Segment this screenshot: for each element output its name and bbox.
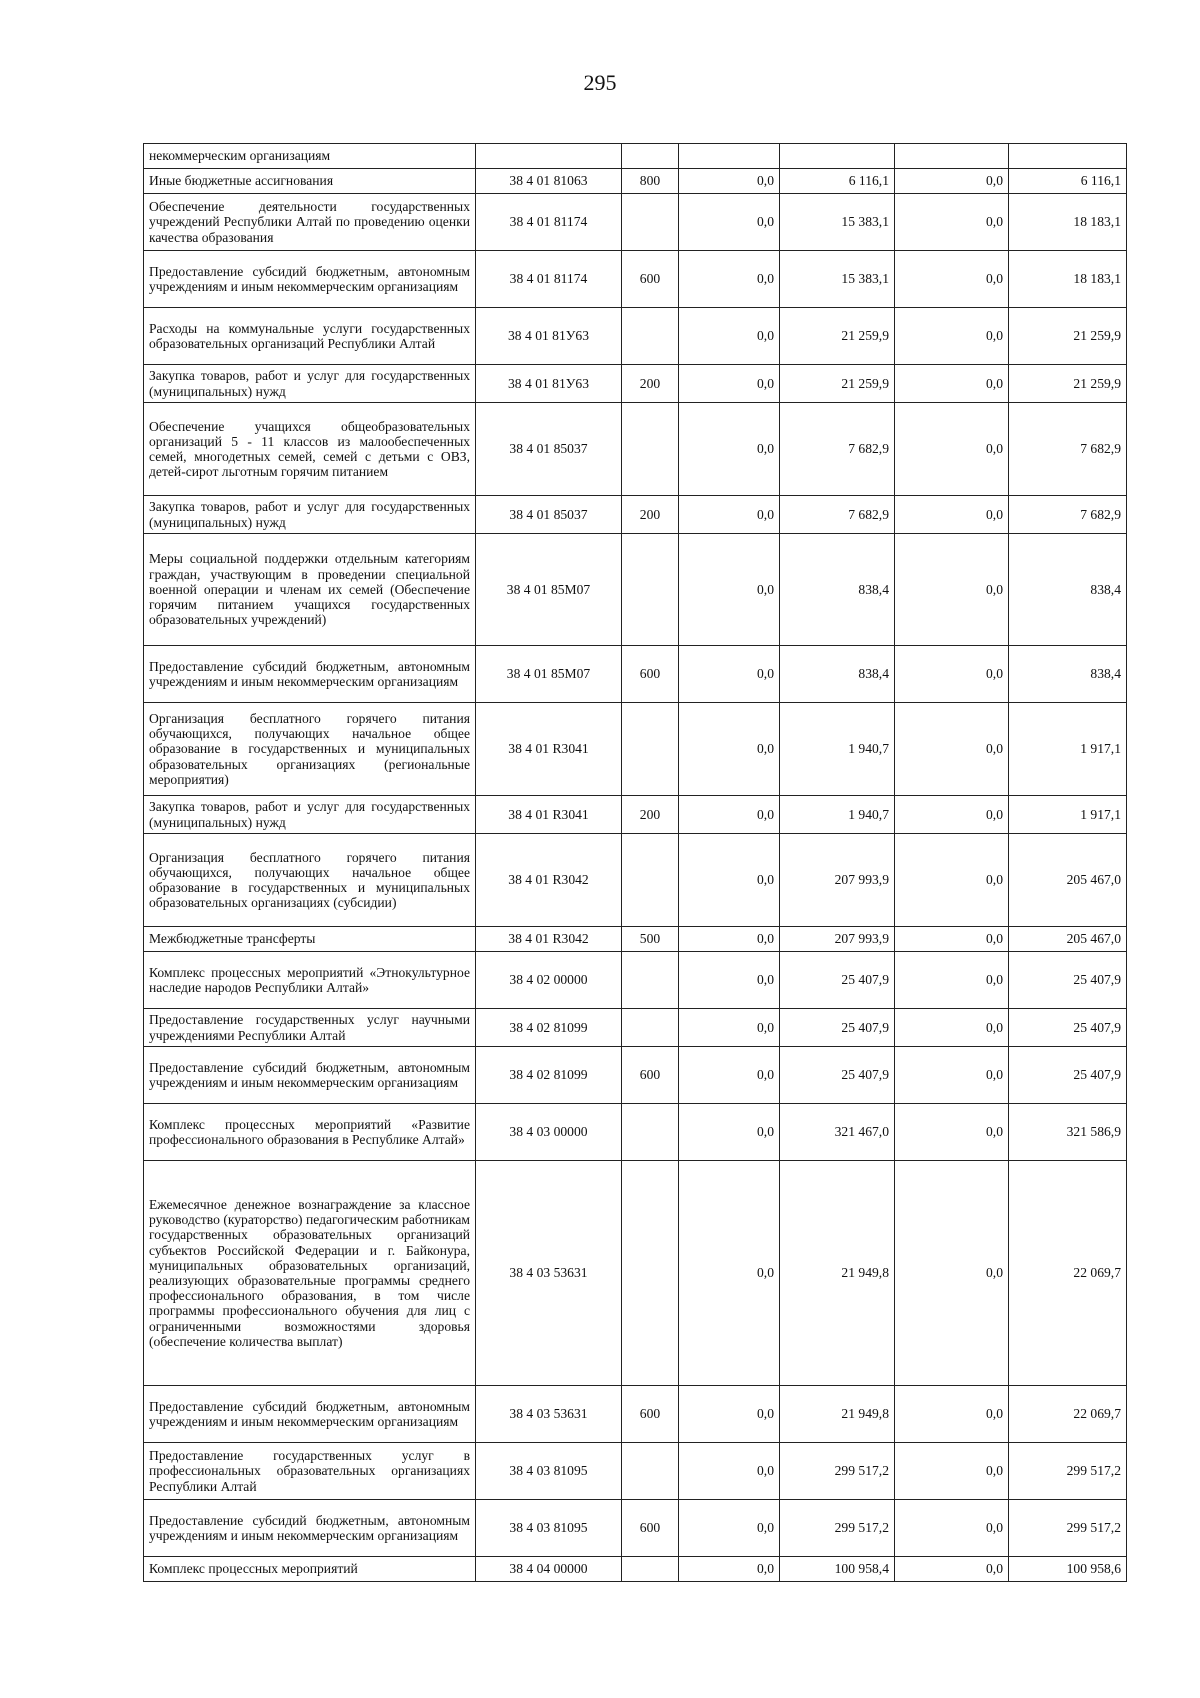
amount-col-4: 25 407,9	[1009, 952, 1127, 1009]
amount-col-3: 0,0	[895, 251, 1009, 308]
amount-col-1: 0,0	[679, 796, 780, 834]
budget-code: 38 4 01 81174	[476, 251, 622, 308]
budget-code: 38 4 02 81099	[476, 1047, 622, 1104]
amount-col-4: 838,4	[1009, 646, 1127, 703]
item-name: Иные бюджетные ассигнования	[144, 169, 476, 194]
item-name: Закупка товаров, работ и услуг для государственных (муниципальных) нужд	[144, 365, 476, 403]
expense-type-code	[622, 403, 679, 496]
item-name: Предоставление государственных услуг научными учреждениями Республики Алтай	[144, 1009, 476, 1047]
amount-col-4: 205 467,0	[1009, 834, 1127, 927]
expense-type-code	[622, 1104, 679, 1161]
budget-code: 38 4 02 00000	[476, 952, 622, 1009]
budget-code	[476, 144, 622, 169]
table-row	[144, 1161, 1127, 1386]
budget-code: 38 4 01 81У63	[476, 308, 622, 365]
table-row	[144, 646, 1127, 703]
expense-type-code: 600	[622, 1386, 679, 1443]
table-row	[144, 1009, 1127, 1047]
expense-type-code: 600	[622, 1500, 679, 1557]
amount-col-2: 321 467,0	[780, 1104, 895, 1161]
table-row	[144, 534, 1127, 646]
amount-col-3: 0,0	[895, 308, 1009, 365]
budget-code: 38 4 03 53631	[476, 1161, 622, 1386]
amount-col-2: 25 407,9	[780, 952, 895, 1009]
amount-col-4: 18 183,1	[1009, 194, 1127, 251]
table-body	[144, 144, 1127, 1582]
amount-col-4: 22 069,7	[1009, 1161, 1127, 1386]
expense-type-code: 200	[622, 496, 679, 534]
budget-code: 38 4 01 81174	[476, 194, 622, 251]
amount-col-1: 0,0	[679, 703, 780, 796]
amount-col-3: 0,0	[895, 646, 1009, 703]
amount-col-3: 0,0	[895, 1009, 1009, 1047]
amount-col-1: 0,0	[679, 194, 780, 251]
budget-code: 38 4 01 R3042	[476, 927, 622, 952]
amount-col-3: 0,0	[895, 365, 1009, 403]
amount-col-4: 25 407,9	[1009, 1009, 1127, 1047]
amount-col-2: 7 682,9	[780, 403, 895, 496]
budget-code: 38 4 02 81099	[476, 1009, 622, 1047]
item-name: Предоставление субсидий бюджетным, автономным учреждениям и иным некоммерческим организациям	[144, 646, 476, 703]
amount-col-3: 0,0	[895, 1047, 1009, 1104]
expense-type-code	[622, 1009, 679, 1047]
amount-col-4: 100 958,6	[1009, 1557, 1127, 1582]
amount-col-3: 0,0	[895, 1443, 1009, 1500]
amount-col-1: 0,0	[679, 1047, 780, 1104]
table-row	[144, 308, 1127, 365]
table-row	[144, 703, 1127, 796]
table-row	[144, 834, 1127, 927]
budget-code: 38 4 01 81063	[476, 169, 622, 194]
amount-col-4: 21 259,9	[1009, 308, 1127, 365]
amount-col-3: 0,0	[895, 1557, 1009, 1582]
amount-col-3: 0,0	[895, 834, 1009, 927]
amount-col-2: 838,4	[780, 646, 895, 703]
expense-type-code	[622, 1557, 679, 1582]
amount-col-1: 0,0	[679, 169, 780, 194]
amount-col-4: 6 116,1	[1009, 169, 1127, 194]
amount-col-4: 299 517,2	[1009, 1443, 1127, 1500]
budget-code: 38 4 01 85037	[476, 496, 622, 534]
amount-col-4: 838,4	[1009, 534, 1127, 646]
table-row	[144, 927, 1127, 952]
amount-col-2: 15 383,1	[780, 194, 895, 251]
expense-type-code: 800	[622, 169, 679, 194]
amount-col-4	[1009, 144, 1127, 169]
expense-type-code	[622, 194, 679, 251]
item-name: Межбюджетные трансферты	[144, 927, 476, 952]
item-name: Комплекс процессных мероприятий «Этнокультурное наследие народов Республики Алтай»	[144, 952, 476, 1009]
item-name: Организация бесплатного горячего питания обучающихся, получающих начальное общее образование в государственных и муниципальных образовательных организациях (региональные мероприятия)	[144, 703, 476, 796]
amount-col-1: 0,0	[679, 1386, 780, 1443]
amount-col-1: 0,0	[679, 1443, 780, 1500]
item-name: Предоставление субсидий бюджетным, автономным учреждениям и иным некоммерческим организациям	[144, 1500, 476, 1557]
amount-col-4: 299 517,2	[1009, 1500, 1127, 1557]
amount-col-2: 838,4	[780, 534, 895, 646]
amount-col-4: 7 682,9	[1009, 403, 1127, 496]
amount-col-1: 0,0	[679, 834, 780, 927]
expense-type-code: 500	[622, 927, 679, 952]
item-name: некоммерческим организациям	[144, 144, 476, 169]
table-row	[144, 403, 1127, 496]
amount-col-2: 15 383,1	[780, 251, 895, 308]
item-name: Закупка товаров, работ и услуг для государственных (муниципальных) нужд	[144, 796, 476, 834]
amount-col-2: 25 407,9	[780, 1009, 895, 1047]
table-row	[144, 496, 1127, 534]
budget-code: 38 4 01 R3042	[476, 834, 622, 927]
budget-code: 38 4 03 00000	[476, 1104, 622, 1161]
table-row	[144, 1047, 1127, 1104]
expense-type-code	[622, 1161, 679, 1386]
amount-col-3: 0,0	[895, 703, 1009, 796]
table-row	[144, 194, 1127, 251]
amount-col-1: 0,0	[679, 1557, 780, 1582]
amount-col-3: 0,0	[895, 1161, 1009, 1386]
amount-col-4: 7 682,9	[1009, 496, 1127, 534]
item-name: Ежемесячное денежное вознаграждение за классное руководство (кураторство) педагогическим работникам государственных образовательных организаций субъектов Российской Федерации и г. Байконура, муниципальных образовательных организаций, реализующих образовательные программы среднего профессионального образования, в том числе программы профессионального обучения для лиц с ограниченными возможностями здоровья (обеспечение количества выплат)	[144, 1161, 476, 1386]
amount-col-1: 0,0	[679, 927, 780, 952]
item-name: Обеспечение учащихся общеобразовательных организаций 5 - 11 классов из малообеспеченных семей, многодетных семей, семей с детьми с ОВЗ, детей-сирот льготным горячим питанием	[144, 403, 476, 496]
table-row	[144, 1104, 1127, 1161]
item-name: Предоставление субсидий бюджетным, автономным учреждениям и иным некоммерческим организациям	[144, 1386, 476, 1443]
amount-col-2: 299 517,2	[780, 1500, 895, 1557]
amount-col-4: 1 917,1	[1009, 703, 1127, 796]
amount-col-2	[780, 144, 895, 169]
amount-col-2: 21 949,8	[780, 1161, 895, 1386]
expense-type-code	[622, 144, 679, 169]
amount-col-1: 0,0	[679, 646, 780, 703]
expense-type-code: 200	[622, 365, 679, 403]
table-row	[144, 169, 1127, 194]
expense-type-code: 600	[622, 251, 679, 308]
amount-col-3: 0,0	[895, 534, 1009, 646]
table-row	[144, 1557, 1127, 1582]
item-name: Меры социальной поддержки отдельным категориям граждан, участвующим в проведении специальной военной операции и членам их семей (Обеспечение горячим питанием учащихся государственных образовательных учреждений)	[144, 534, 476, 646]
amount-col-1: 0,0	[679, 534, 780, 646]
amount-col-2: 299 517,2	[780, 1443, 895, 1500]
amount-col-4: 1 917,1	[1009, 796, 1127, 834]
page-number: 295	[583, 70, 617, 95]
amount-col-3	[895, 144, 1009, 169]
budget-code: 38 4 01 85М07	[476, 534, 622, 646]
amount-col-4: 21 259,9	[1009, 365, 1127, 403]
amount-col-3: 0,0	[895, 1104, 1009, 1161]
expense-type-code: 600	[622, 1047, 679, 1104]
amount-col-2: 6 116,1	[780, 169, 895, 194]
table-row	[144, 1443, 1127, 1500]
amount-col-3: 0,0	[895, 1500, 1009, 1557]
expense-type-code: 200	[622, 796, 679, 834]
amount-col-1: 0,0	[679, 1161, 780, 1386]
budget-code: 38 4 03 53631	[476, 1386, 622, 1443]
amount-col-2: 21 259,9	[780, 365, 895, 403]
table-row	[144, 796, 1127, 834]
expense-type-code	[622, 952, 679, 1009]
expense-type-code	[622, 834, 679, 927]
item-name: Закупка товаров, работ и услуг для государственных (муниципальных) нужд	[144, 496, 476, 534]
item-name: Расходы на коммунальные услуги государственных образовательных организаций Республики Алтай	[144, 308, 476, 365]
item-name: Предоставление субсидий бюджетным, автономным учреждениям и иным некоммерческим организациям	[144, 251, 476, 308]
table-row	[144, 952, 1127, 1009]
amount-col-2: 25 407,9	[780, 1047, 895, 1104]
budget-code: 38 4 04 00000	[476, 1557, 622, 1582]
amount-col-4: 25 407,9	[1009, 1047, 1127, 1104]
table-row	[144, 365, 1127, 403]
amount-col-1: 0,0	[679, 952, 780, 1009]
budget-code: 38 4 03 81095	[476, 1443, 622, 1500]
amount-col-3: 0,0	[895, 952, 1009, 1009]
item-name: Комплекс процессных мероприятий «Развитие профессионального образования в Республике Алтай»	[144, 1104, 476, 1161]
amount-col-1: 0,0	[679, 403, 780, 496]
item-name: Комплекс процессных мероприятий	[144, 1557, 476, 1582]
expense-type-code: 600	[622, 646, 679, 703]
amount-col-2: 21 949,8	[780, 1386, 895, 1443]
amount-col-1: 0,0	[679, 365, 780, 403]
amount-col-4: 18 183,1	[1009, 251, 1127, 308]
amount-col-2: 1 940,7	[780, 703, 895, 796]
budget-code: 38 4 01 R3041	[476, 703, 622, 796]
table-row	[144, 144, 1127, 169]
item-name: Предоставление государственных услуг в профессиональных образовательных организациях Республики Алтай	[144, 1443, 476, 1500]
table-row	[144, 1386, 1127, 1443]
budget-code: 38 4 01 85037	[476, 403, 622, 496]
amount-col-1: 0,0	[679, 1500, 780, 1557]
amount-col-3: 0,0	[895, 927, 1009, 952]
item-name: Организация бесплатного горячего питания обучающихся, получающих начальное общее образование в государственных и муниципальных образовательных организациях (субсидии)	[144, 834, 476, 927]
amount-col-3: 0,0	[895, 169, 1009, 194]
item-name: Обеспечение деятельности государственных учреждений Республики Алтай по проведению оценки качества образования	[144, 194, 476, 251]
table-row	[144, 251, 1127, 308]
budget-code: 38 4 01 81У63	[476, 365, 622, 403]
amount-col-4: 22 069,7	[1009, 1386, 1127, 1443]
budget-code: 38 4 03 81095	[476, 1500, 622, 1557]
table-row	[144, 1500, 1127, 1557]
amount-col-1: 0,0	[679, 1104, 780, 1161]
amount-col-3: 0,0	[895, 796, 1009, 834]
expense-type-code	[622, 534, 679, 646]
amount-col-4: 321 586,9	[1009, 1104, 1127, 1161]
amount-col-1: 0,0	[679, 251, 780, 308]
amount-col-2: 1 940,7	[780, 796, 895, 834]
amount-col-3: 0,0	[895, 1386, 1009, 1443]
amount-col-2: 207 993,9	[780, 927, 895, 952]
amount-col-1: 0,0	[679, 496, 780, 534]
item-name: Предоставление субсидий бюджетным, автономным учреждениям и иным некоммерческим организациям	[144, 1047, 476, 1104]
amount-col-1	[679, 144, 780, 169]
amount-col-3: 0,0	[895, 194, 1009, 251]
amount-col-4: 205 467,0	[1009, 927, 1127, 952]
amount-col-1: 0,0	[679, 308, 780, 365]
amount-col-2: 7 682,9	[780, 496, 895, 534]
budget-table	[143, 143, 1127, 1582]
amount-col-3: 0,0	[895, 403, 1009, 496]
expense-type-code	[622, 1443, 679, 1500]
budget-code: 38 4 01 R3041	[476, 796, 622, 834]
amount-col-2: 100 958,4	[780, 1557, 895, 1582]
expense-type-code	[622, 308, 679, 365]
amount-col-2: 207 993,9	[780, 834, 895, 927]
budget-code: 38 4 01 85М07	[476, 646, 622, 703]
expense-type-code	[622, 703, 679, 796]
amount-col-3: 0,0	[895, 496, 1009, 534]
amount-col-2: 21 259,9	[780, 308, 895, 365]
amount-col-1: 0,0	[679, 1009, 780, 1047]
